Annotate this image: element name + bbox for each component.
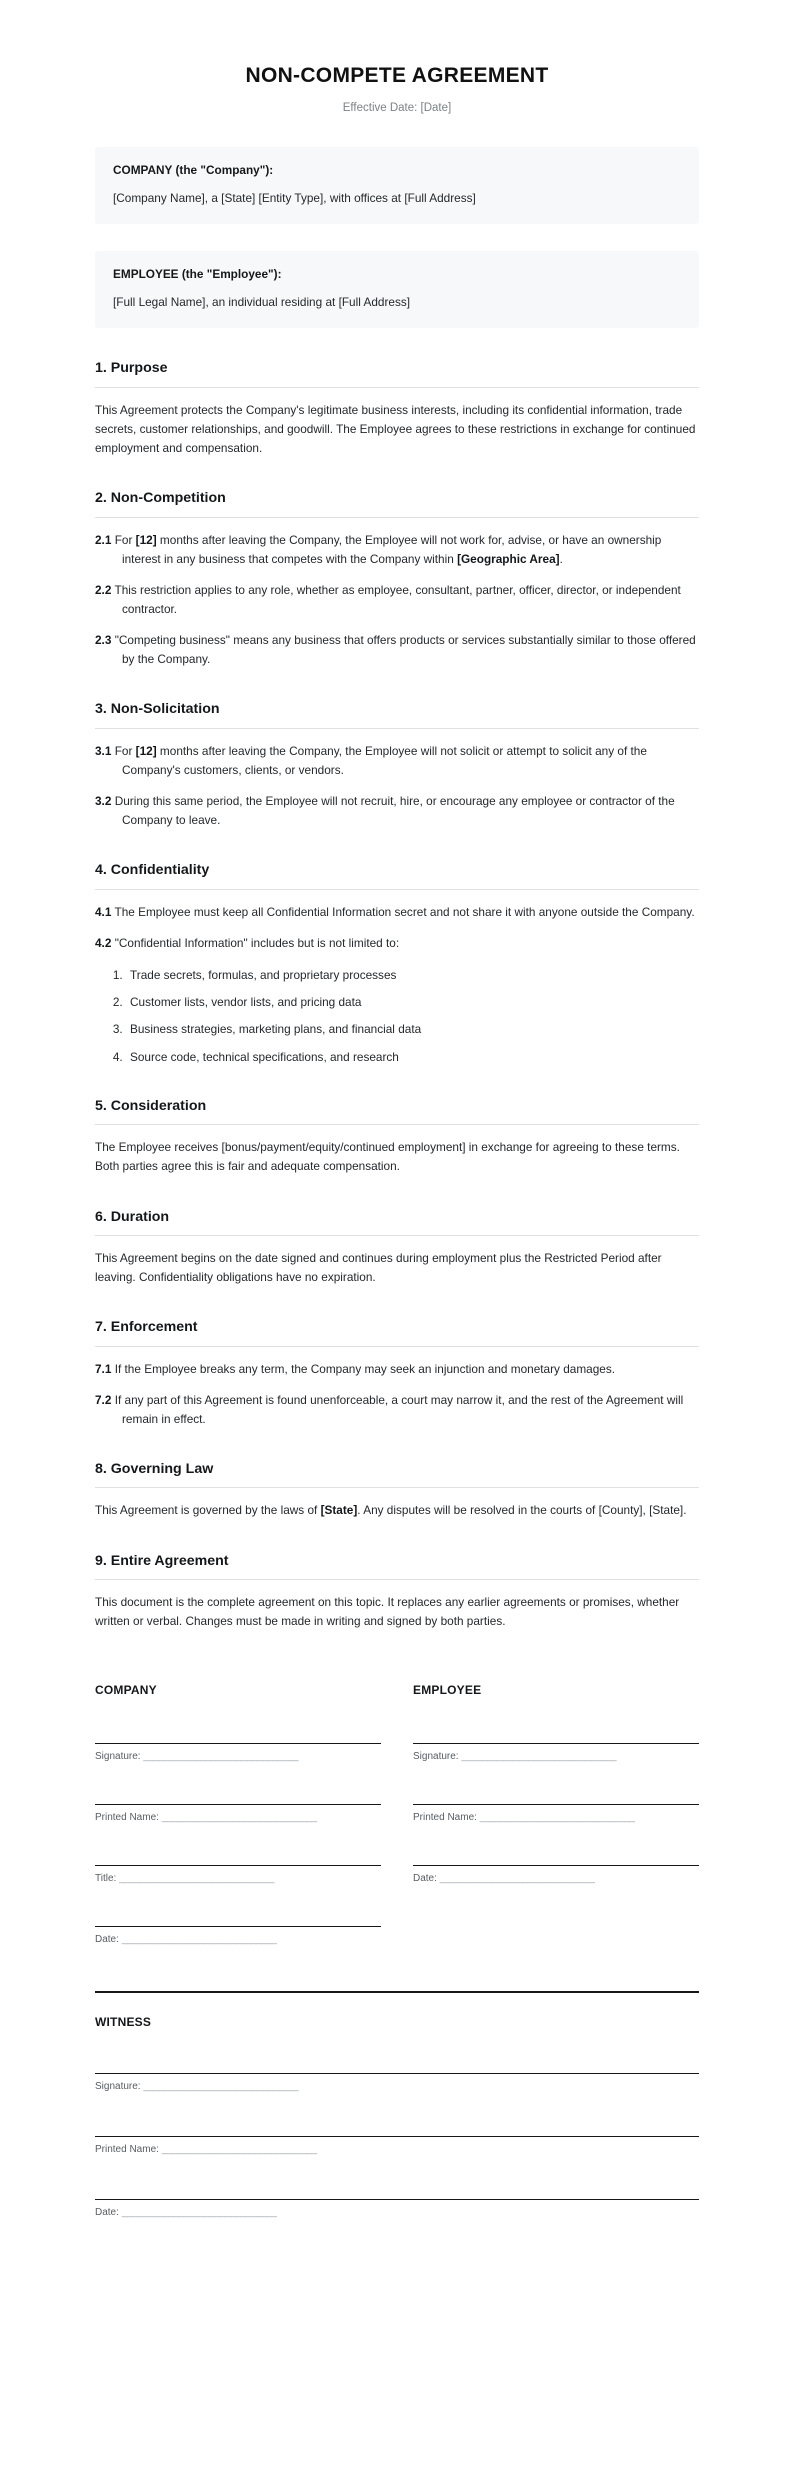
party-box xyxy=(95,147,699,224)
text-run: If the Employee breaks any term, the Company may seek an injunction and monetary damages. xyxy=(114,1361,616,1376)
signature-rule xyxy=(413,1804,699,1805)
signature-party-label: EMPLOYEE xyxy=(413,1683,482,1698)
signature-columns xyxy=(95,1683,699,1947)
clause-number: 4.2 xyxy=(95,935,112,950)
text-run: months after leaving the Company, the Employee will not solicit or attempt to solicit any of the Company's customers, clients, or vendors. xyxy=(122,743,647,777)
section-body xyxy=(95,388,699,458)
document-section xyxy=(95,359,699,458)
signature-field[interactable] xyxy=(95,1872,381,1886)
signature-row xyxy=(413,1743,699,1764)
signature-rule xyxy=(95,1743,381,1744)
clause xyxy=(95,631,699,669)
signature-rule xyxy=(95,1865,381,1866)
signature-field-label: Signature: xyxy=(95,2081,144,2093)
section-paragraph xyxy=(95,1501,699,1520)
text-run: This restriction applies to any role, whether as employee, consultant, partner, officer, director, or independent contractor. xyxy=(114,582,681,616)
clause-number: 7.2 xyxy=(95,1392,112,1407)
signature-rule xyxy=(95,2136,699,2137)
signature-field[interactable] xyxy=(413,1750,699,1764)
signature-rule xyxy=(95,1926,381,1927)
party-value: [Company Name], a [State] [Entity Type], with offices at [Full Address] xyxy=(113,190,476,205)
signature-field-blank[interactable]: ______________________________ xyxy=(161,2144,317,2156)
witness-field[interactable] xyxy=(95,2206,699,2220)
signature-field-label: Title: xyxy=(95,1873,120,1885)
signature-rule xyxy=(95,1804,381,1805)
section-heading: 8. Governing Law xyxy=(95,1460,699,1488)
section-heading: 7. Enforcement xyxy=(95,1318,699,1346)
text-run: . Any disputes will be resolved in the courts of [County], [State]. xyxy=(357,1503,687,1518)
section-body xyxy=(95,1488,699,1520)
party-box xyxy=(95,251,699,328)
parties-container xyxy=(95,147,699,328)
clause xyxy=(95,1360,699,1379)
clause xyxy=(95,581,699,619)
text-run: For xyxy=(114,743,136,758)
signature-row xyxy=(95,2199,699,2220)
signature-field[interactable] xyxy=(95,1933,381,1947)
clause xyxy=(95,903,699,922)
signature-row xyxy=(95,2073,699,2094)
placeholder-token: [12] xyxy=(135,532,157,547)
signature-field[interactable] xyxy=(95,1811,381,1825)
text-run: The Employee must keep all Confidential Information secret and not share it with anyone outside the Company. xyxy=(114,904,695,919)
signature-field[interactable] xyxy=(413,1872,699,1886)
clause-number: 7.1 xyxy=(95,1361,112,1376)
section-heading: 9. Entire Agreement xyxy=(95,1552,699,1580)
section-body xyxy=(95,1125,699,1176)
signature-row xyxy=(95,2136,699,2157)
section-body xyxy=(95,518,699,670)
signature-field-label: Date: xyxy=(413,1873,440,1885)
section-heading: 1. Purpose xyxy=(95,359,699,387)
signature-field-blank[interactable]: ______________________________ xyxy=(143,1751,299,1763)
text-run: . xyxy=(559,551,563,566)
party-label: COMPANY (the "Company"): xyxy=(113,163,274,178)
signature-field-label: Signature: xyxy=(413,1751,462,1763)
placeholder-token: [State] xyxy=(320,1503,358,1518)
section-body xyxy=(95,890,699,1066)
signature-field-blank[interactable]: ______________________________ xyxy=(461,1751,617,1763)
signature-field-blank[interactable]: ______________________________ xyxy=(161,1812,317,1824)
signature-rule xyxy=(95,2199,699,2200)
text-run: "Competing business" means any business that offers products or services substantially similar to those offered by the Company. xyxy=(114,633,696,667)
party-value: [Full Legal Name], an individual residing at [Full Address] xyxy=(113,294,411,309)
signature-column xyxy=(413,1683,699,1947)
clause-number: 3.1 xyxy=(95,743,112,758)
signature-rule xyxy=(95,2073,699,2074)
signature-rule xyxy=(413,1743,699,1744)
witness-field[interactable] xyxy=(95,2080,699,2094)
text-run: For xyxy=(114,532,136,547)
list-item: 1. Trade secrets, formulas, and proprietary processes xyxy=(126,966,699,984)
document-section xyxy=(95,489,699,669)
clause xyxy=(95,742,699,780)
signature-row xyxy=(413,1865,699,1886)
signature-field-blank[interactable]: ______________________________ xyxy=(121,2207,277,2219)
clause xyxy=(95,1391,699,1429)
signature-row xyxy=(95,1804,381,1825)
signature-column xyxy=(95,1683,381,1947)
witness-field[interactable] xyxy=(95,2143,699,2157)
signature-field-label: Date: xyxy=(95,1934,122,1946)
placeholder-token: [12] xyxy=(135,743,157,758)
section-body xyxy=(95,729,699,830)
signature-area xyxy=(95,1683,699,2220)
text-run: months after leaving the Company, the Employee will not work for, advise, or have an ownership interest in any business that competes with the Company within xyxy=(122,532,662,566)
signature-field-label: Signature: xyxy=(95,1751,144,1763)
signature-field-label: Printed Name: xyxy=(95,2144,162,2156)
signature-field[interactable] xyxy=(413,1811,699,1825)
signature-row xyxy=(413,1804,699,1825)
list-item: 3. Business strategies, marketing plans, and financial data xyxy=(126,1020,699,1038)
signature-row xyxy=(95,1926,381,1947)
section-heading: 3. Non-Solicitation xyxy=(95,700,699,728)
signature-field-blank[interactable]: ______________________________ xyxy=(439,1873,595,1885)
document-section xyxy=(95,1208,699,1288)
signature-row xyxy=(95,1865,381,1886)
document-section xyxy=(95,861,699,1066)
definition-list xyxy=(95,966,699,1066)
signature-field-label: Printed Name: xyxy=(95,1812,162,1824)
section-paragraph: The Employee receives [bonus/payment/equity/continued employment] in exchange for agreeing to these terms. Both parties agree this is fair and adequate compensation. xyxy=(95,1140,680,1174)
signature-field[interactable] xyxy=(95,1750,381,1764)
signature-field-blank[interactable]: ______________________________ xyxy=(143,2081,299,2093)
clause-number: 2.1 xyxy=(95,532,112,547)
document-section xyxy=(95,1552,699,1632)
text-run: This Agreement is governed by the laws of xyxy=(95,1503,321,1518)
text-run: "Confidential Information" includes but is not limited to: xyxy=(114,935,400,950)
signature-field-label: Printed Name: xyxy=(413,1812,480,1824)
signature-party-label: COMPANY xyxy=(95,1683,157,1698)
sections-container xyxy=(95,359,699,1631)
signature-rule xyxy=(413,1865,699,1866)
text-run: If any part of this Agreement is found unenforceable, a court may narrow it, and the rest of the Agreement will remain in effect. xyxy=(114,1392,684,1426)
list-item: 2. Customer lists, vendor lists, and pricing data xyxy=(126,993,699,1011)
clause xyxy=(95,934,699,953)
section-heading: 4. Confidentiality xyxy=(95,861,699,889)
document-section xyxy=(95,700,699,830)
signature-row xyxy=(95,1743,381,1764)
section-paragraph: This Agreement begins on the date signed and continues during employment plus the Restricted Period after leaving. Confidentiality obligations have no expiration. xyxy=(95,1251,662,1285)
section-body xyxy=(95,1236,699,1287)
effective-date-line: Effective Date: [Date] xyxy=(342,102,452,115)
document-section xyxy=(95,1097,699,1177)
signature-field-label: Date: xyxy=(95,2207,122,2219)
witness-party-label: WITNESS xyxy=(95,2015,152,2030)
document-section xyxy=(95,1318,699,1429)
section-paragraph: This Agreement protects the Company's legitimate business interests, including its confidential information, trade secrets, customer relationships, and goodwill. The Employee agrees to these restrictions in exchange for continued employment and compensation. xyxy=(95,402,696,455)
witness-block xyxy=(95,2015,699,2220)
text-run: During this same period, the Employee will not recruit, hire, or encourage any employee or contractor of the Company to leave. xyxy=(114,793,675,827)
document-section xyxy=(95,1460,699,1521)
section-body xyxy=(95,1580,699,1631)
section-body xyxy=(95,1347,699,1429)
signature-divider xyxy=(95,1991,699,1993)
page-title: NON-COMPETE AGREEMENT xyxy=(245,64,549,87)
clause-number: 4.1 xyxy=(95,904,112,919)
clause-number: 3.2 xyxy=(95,793,112,808)
clause xyxy=(95,792,699,830)
placeholder-token: [Geographic Area] xyxy=(457,551,560,566)
clause-number: 2.2 xyxy=(95,582,112,597)
section-heading: 2. Non-Competition xyxy=(95,489,699,517)
list-item: 4. Source code, technical specifications, and research xyxy=(126,1048,699,1066)
section-paragraph: This document is the complete agreement on this topic. It replaces any earlier agreements or promises, whether written or verbal. Changes must be made in writing and signed by both parties. xyxy=(95,1595,680,1629)
section-heading: 6. Duration xyxy=(95,1208,699,1236)
signature-field-blank[interactable]: ______________________________ xyxy=(479,1812,635,1824)
clause-number: 2.3 xyxy=(95,633,112,647)
signature-field-blank[interactable]: ______________________________ xyxy=(121,1934,277,1946)
section-heading: 5. Consideration xyxy=(95,1097,699,1125)
party-label: EMPLOYEE (the "Employee"): xyxy=(113,267,282,282)
signature-field-blank[interactable]: ______________________________ xyxy=(119,1873,274,1885)
clause xyxy=(95,531,699,569)
